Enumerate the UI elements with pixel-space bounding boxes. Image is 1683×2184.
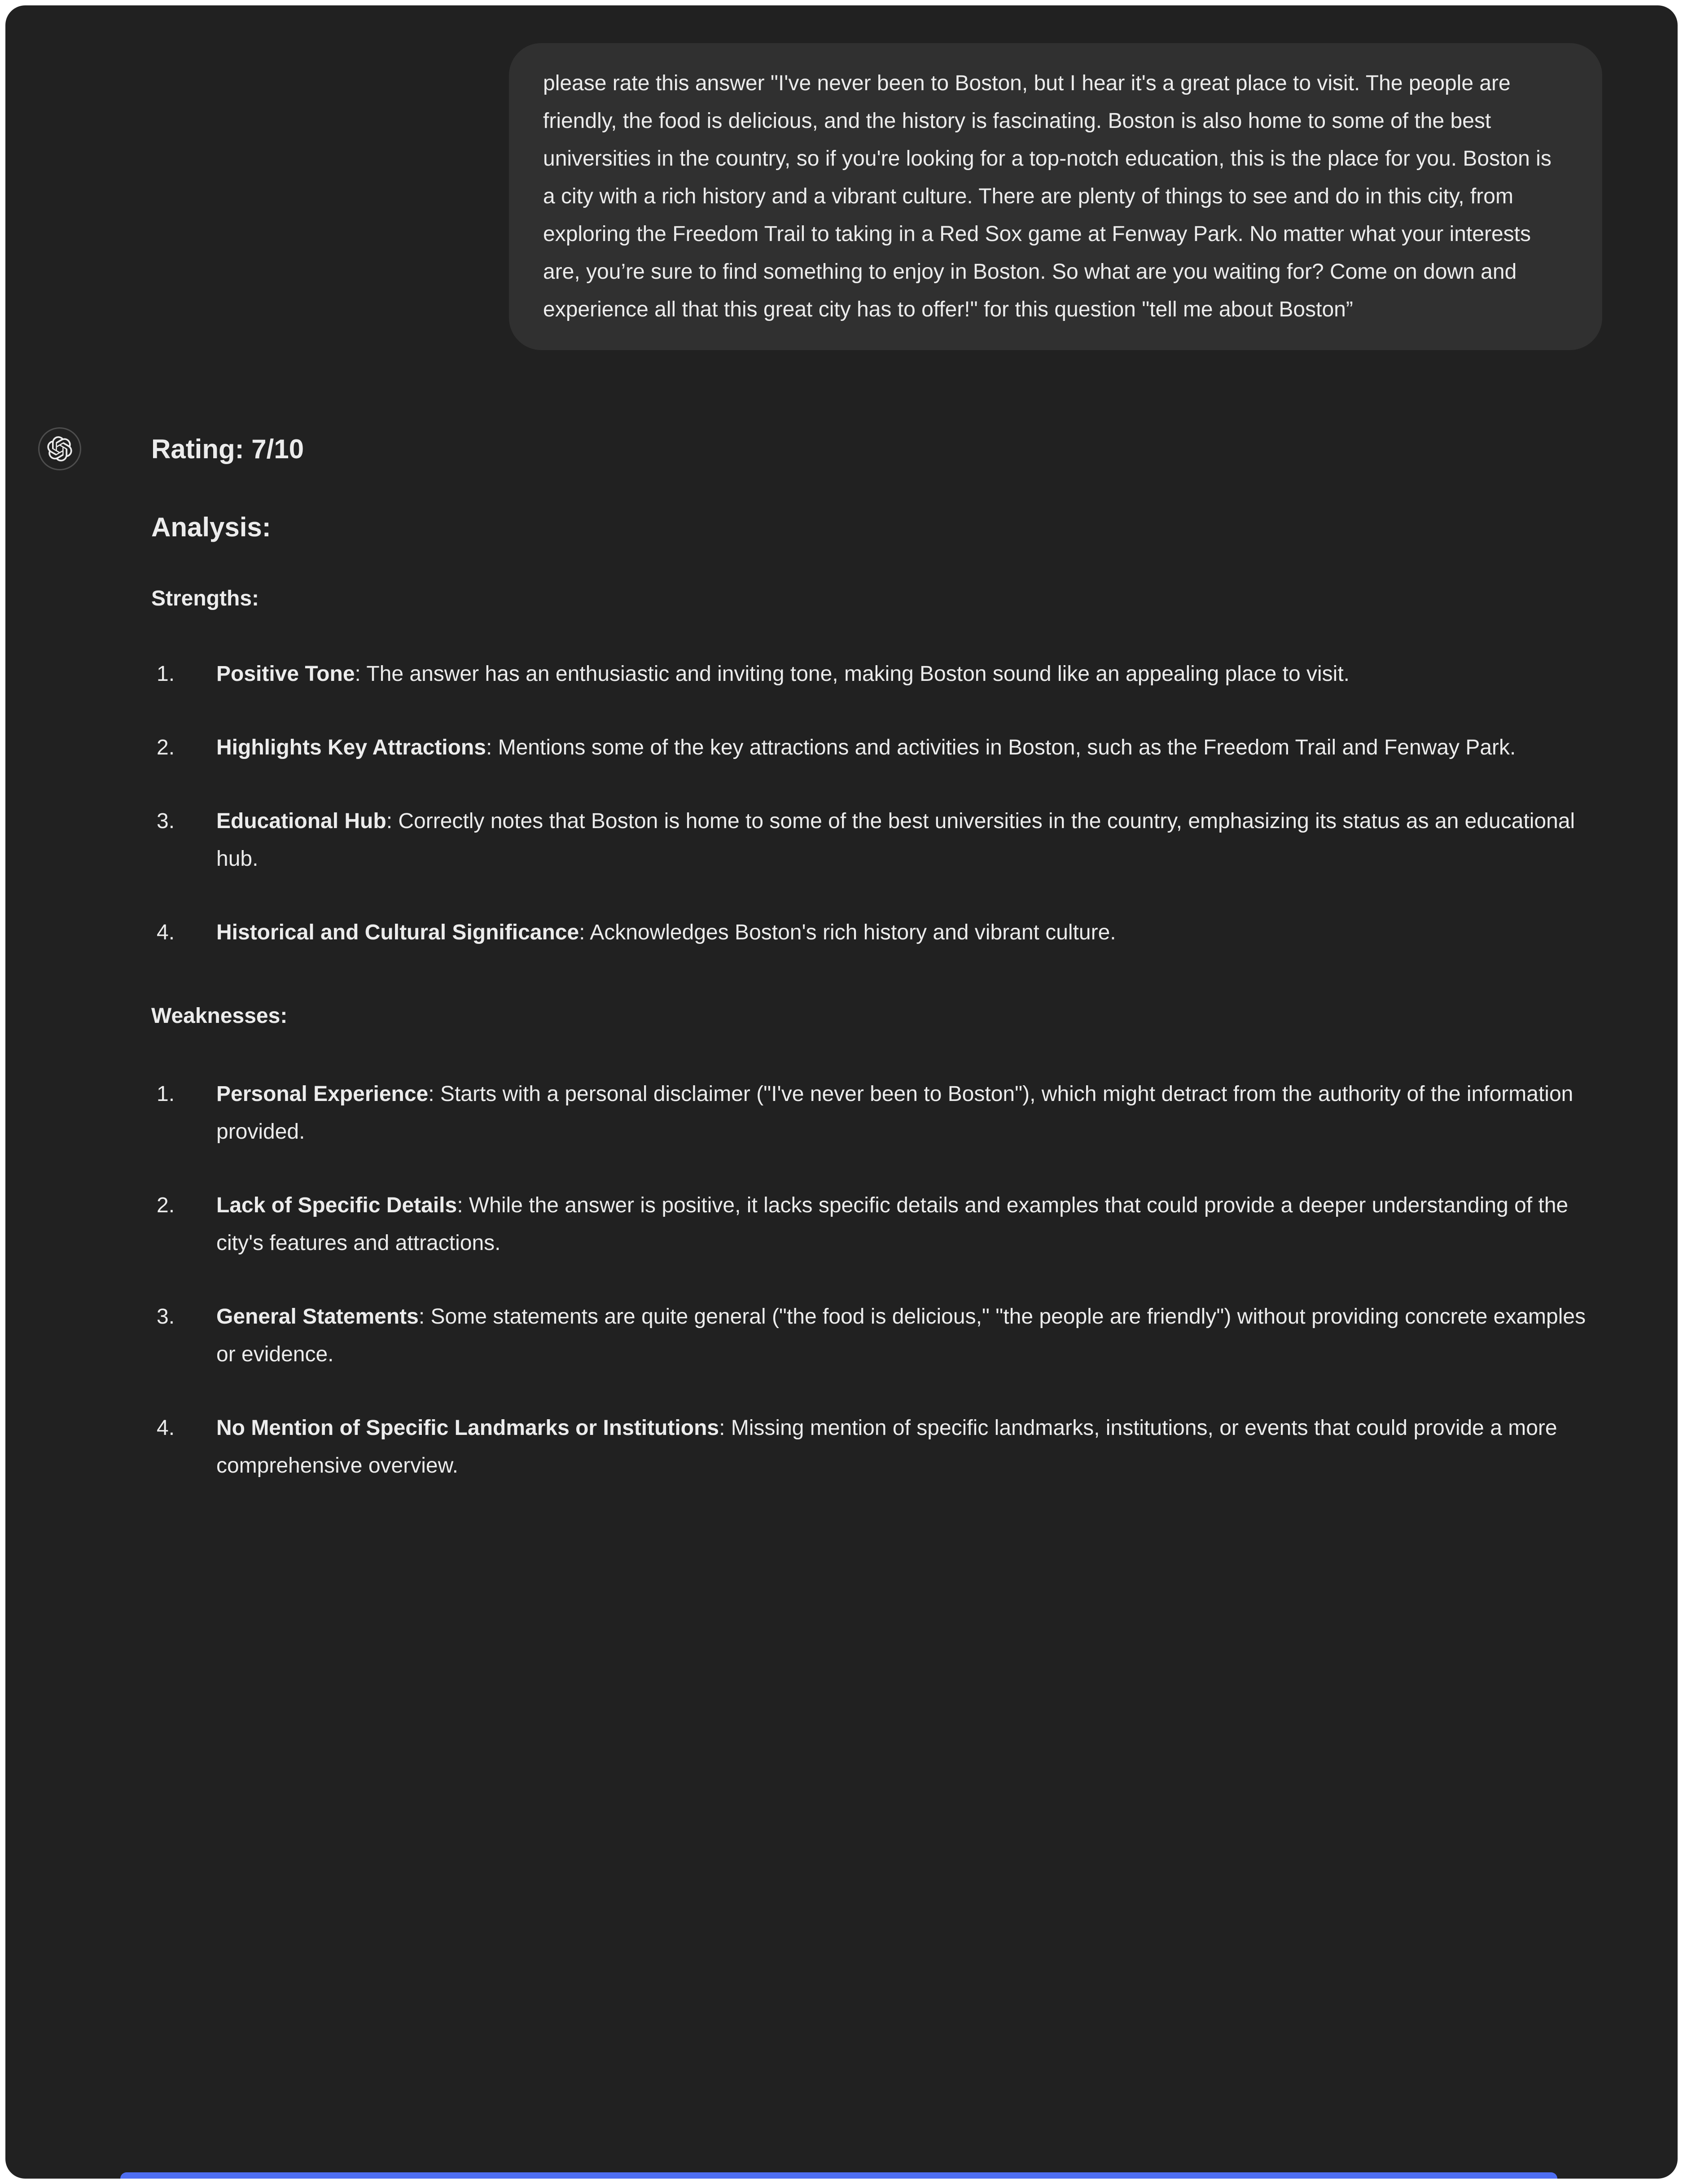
rating-heading: Rating: 7/10 [151, 434, 304, 464]
list-item [151, 655, 1602, 693]
assistant-avatar [38, 427, 81, 470]
conversation [5, 5, 1678, 1574]
list-item-text: : Correctly notes that Boston is home to some of the best universities in the country, emphasizing its status as an educational hub. [216, 809, 1575, 871]
weaknesses-heading: Weaknesses: [151, 1004, 288, 1028]
list-item [151, 1409, 1602, 1485]
assistant-message-row [151, 432, 1602, 1574]
list-item-label: Lack of Specific Details [216, 1193, 457, 1217]
strengths-list [151, 655, 1602, 952]
list-item-text: : While the answer is positive, it lacks specific details and examples that could provide a deeper understanding of the city's features and attractions. [216, 1193, 1569, 1255]
list-item [151, 1187, 1602, 1262]
user-message-row [151, 43, 1602, 350]
list-item-text: : Acknowledges Boston's rich history and vibrant culture. [579, 921, 1116, 944]
list-item [151, 803, 1602, 878]
analysis-heading: Analysis: [151, 512, 271, 542]
list-item-text: : Starts with a personal disclaimer ("I've never been to Boston"), which might detract from the authority of the information provided. [216, 1082, 1573, 1144]
strengths-heading: Strengths: [151, 587, 259, 610]
list-item [151, 1075, 1602, 1151]
assistant-message-body [151, 432, 1602, 1485]
chat-panel [5, 5, 1678, 2179]
list-item [151, 729, 1602, 767]
list-item-label: Historical and Cultural Significance [216, 921, 579, 944]
list-item [151, 914, 1602, 952]
list-item-label: Educational Hub [216, 809, 386, 833]
list-item-label: General Statements [216, 1305, 419, 1329]
message-input-top-edge[interactable] [120, 2172, 1557, 2179]
openai-logo-icon [47, 436, 72, 461]
user-message-bubble: please rate this answer "I've never been to Boston, but I hear it's a great place to visit. The people are friendly, the food is delicious, and the history is fascinating. Boston is also home to some of the best universities in the country, so if you're looking for a top-notch education, this is the place for you. Boston is a city with a rich history and a vibrant culture. There are plenty of things to see and do in this city, from exploring the Freedom Trail to taking in a Red Sox game at Fenway Park. No matter what your interests are, you’re sure to find something to enjoy in Boston. So what are you waiting for? Come on down and experience all that this great city has to offer!" for this question "tell me about Boston” [509, 43, 1602, 350]
list-item-label: Highlights Key Attractions [216, 736, 486, 759]
list-item-text: : Some statements are quite general ("the food is delicious," "the people are friendly") without providing concrete examples or evidence. [216, 1305, 1586, 1366]
list-item-label: Positive Tone [216, 662, 355, 686]
weaknesses-list [151, 1075, 1602, 1485]
list-item-text: : Mentions some of the key attractions and activities in Boston, such as the Freedom Trail and Fenway Park. [486, 736, 1516, 759]
list-item [151, 1298, 1602, 1373]
list-item-label: Personal Experience [216, 1082, 429, 1106]
list-item-text: : The answer has an enthusiastic and inviting tone, making Boston sound like an appealing place to visit. [355, 662, 1350, 686]
list-item-text: : Missing mention of specific landmarks, institutions, or events that could provide a more comprehensive overview. [216, 1416, 1557, 1478]
list-item-label: No Mention of Specific Landmarks or Institutions [216, 1416, 719, 1440]
